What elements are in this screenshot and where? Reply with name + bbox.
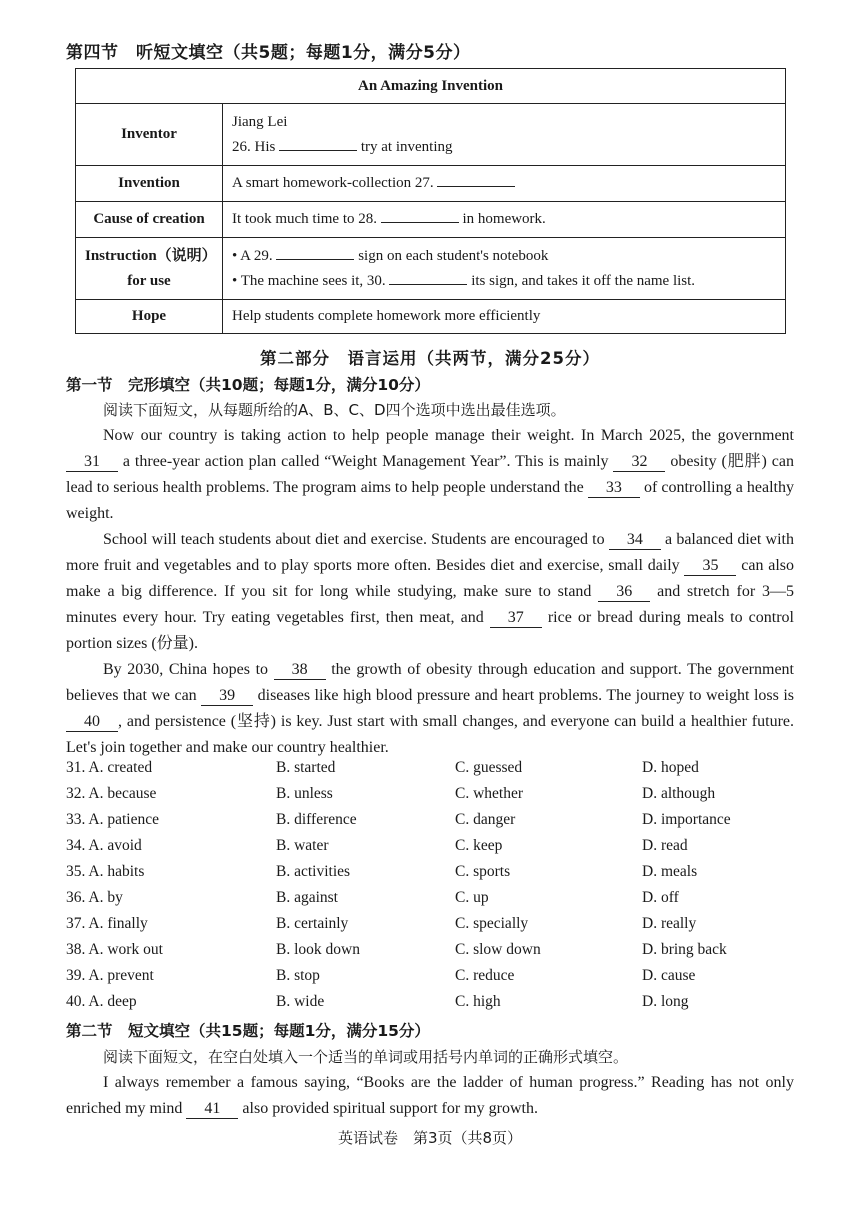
option-item: B. against (276, 889, 338, 906)
table-row (76, 166, 786, 202)
row-line: A smart homework-collection 27. (232, 171, 776, 196)
option-item: B. difference (276, 811, 357, 828)
sec1-instruction: 阅读下面短文，从每题所给的A、B、C、D四个选项中选出最佳选项。 (103, 401, 566, 419)
paragraph: Now our country is taking action to help people manage their weight. In March 2025, the government 31 a three-year action plan called “Weight Management Year”. This is mainly 32 obesity (肥胖) can lead to serious health problems. The program aims to help people understand the 33 of controlling a healthy weight. (66, 427, 795, 522)
option-item: 36. A. by (66, 889, 123, 906)
blank-number: 37 (490, 609, 542, 628)
option-item: C. guessed (455, 759, 523, 776)
row-value (223, 104, 786, 166)
option-item: C. whether (455, 785, 524, 802)
table-row (76, 238, 786, 300)
option-item: D. long (642, 993, 689, 1010)
option-row (66, 837, 806, 863)
row-line: • A 29. sign on each student's notebook (232, 244, 776, 269)
option-item: 35. A. habits (66, 863, 145, 880)
option-row (66, 811, 806, 837)
blank-number: 40 (66, 713, 118, 732)
option-row (66, 889, 806, 915)
option-item: 37. A. finally (66, 915, 148, 932)
page-footer: 英语试卷 第3页（共8页） (337, 1129, 523, 1147)
option-item: 31. A. created (66, 759, 153, 776)
option-item: C. slow down (455, 941, 541, 958)
option-item: D. importance (642, 811, 731, 828)
option-item: C. reduce (455, 967, 515, 984)
row-line: Jiang Lei (232, 113, 288, 130)
cloze-passage (66, 423, 794, 761)
answer-blank (276, 245, 354, 260)
blank-number: 31 (66, 453, 118, 472)
sec2-title: 第二节 短文填空（共15题；每题1分，满分15分） (66, 1022, 430, 1040)
cloze-options (66, 759, 806, 1019)
answer-blank (279, 136, 357, 151)
option-item: D. read (642, 837, 688, 854)
row-key (76, 238, 223, 300)
invention-table (75, 68, 786, 334)
blank-number: 38 (274, 661, 326, 680)
option-item: B. unless (276, 785, 333, 802)
option-item: D. off (642, 889, 679, 906)
option-item: C. keep (455, 837, 503, 854)
section4-title: 第四节 听短文填空（共5题；每题1分，满分5分） (66, 43, 471, 63)
option-item: 32. A. because (66, 785, 157, 802)
answer-blank (381, 208, 459, 223)
option-item: D. meals (642, 863, 698, 880)
option-row (66, 785, 806, 811)
option-item: B. started (276, 759, 336, 776)
row-key-line: Instruction（说明） (85, 247, 217, 264)
option-item: B. stop (276, 967, 320, 984)
option-item: C. danger (455, 811, 516, 828)
table-row (76, 300, 786, 334)
blank-number: 33 (588, 479, 640, 498)
option-row (66, 915, 806, 941)
option-item: D. really (642, 915, 697, 932)
option-item: 40. A. deep (66, 993, 137, 1010)
row-value (223, 238, 786, 300)
blank-number: 41 (186, 1100, 238, 1119)
sec2-instruction: 阅读下面短文，在空白处填入一个适当的单词或用括号内单词的正确形式填空。 (103, 1048, 629, 1066)
option-row (66, 967, 806, 993)
option-item: C. up (455, 889, 489, 906)
paragraph: I always remember a famous saying, “Books are the ladder of human progress.” Reading has not only enriched my mind 41 also provided spiritual support for my growth. (66, 1074, 794, 1117)
row-line: Help students complete homework more efficiently (232, 308, 541, 324)
answer-blank (389, 270, 467, 285)
option-item: B. certainly (276, 915, 349, 932)
option-item: B. wide (276, 993, 325, 1010)
blank-number: 34 (609, 531, 661, 550)
option-item: D. bring back (642, 941, 727, 958)
table-row (76, 202, 786, 238)
option-item: D. cause (642, 967, 696, 984)
option-item: C. high (455, 993, 501, 1010)
table-row (76, 104, 786, 166)
option-item: D. hoped (642, 759, 699, 776)
option-row (66, 759, 806, 785)
table-title-row (76, 69, 786, 104)
option-item: 33. A. patience (66, 811, 159, 828)
option-row (66, 863, 806, 889)
paragraph: By 2030, China hopes to 38 the growth of obesity through education and support. The government believes that we can 39 diseases like high blood pressure and heart problems. The journey to weight loss is 40 , and persistence (坚持) is key. Just start with small changes, and everyone can build a healthier future. Let's join together and make our country healthier. (66, 661, 794, 756)
option-item: B. look down (276, 941, 360, 958)
option-item: C. sports (455, 863, 511, 880)
sec1-title: 第一节 完形填空（共10题；每题1分，满分10分） (66, 376, 430, 394)
option-item: C. specially (455, 915, 529, 932)
option-item: B. water (276, 837, 329, 854)
row-key: Cause of creation (76, 202, 223, 238)
row-key: Hope (76, 300, 223, 334)
part2-title: 第二部分 语言运用（共两节，满分25分） (260, 349, 600, 368)
table-title: An Amazing Invention (76, 69, 786, 104)
option-item: 39. A. prevent (66, 967, 154, 984)
fill-passage (66, 1070, 794, 1122)
row-line: • The machine sees it, 30. its sign, and takes it off the name list. (232, 269, 776, 294)
blank-number: 39 (201, 687, 253, 706)
row-value (223, 300, 786, 334)
option-row (66, 993, 806, 1019)
option-row (66, 941, 806, 967)
row-line: It took much time to 28. in homework. (232, 207, 776, 232)
paragraph: School will teach students about diet and exercise. Students are encouraged to 34 a balanced diet with more fruit and vegetables and to play sports more often. Besides diet and exercise, small daily 35 can also make a big difference. If you sit for long while studying, make sure to stand 36 and stretch for 3—5 minutes every hour. Try eating vegetables first, then meat, and 37 rice or bread during meals to control portion sizes (份量). (66, 531, 795, 652)
row-value (223, 202, 786, 238)
blank-number: 32 (613, 453, 665, 472)
row-value (223, 166, 786, 202)
row-line: 26. His try at inventing (232, 135, 776, 160)
option-item: 38. A. work out (66, 941, 163, 958)
answer-blank (437, 172, 515, 187)
blank-number: 36 (598, 583, 650, 602)
option-item: D. although (642, 785, 716, 802)
row-key: Invention (76, 166, 223, 202)
blank-number: 35 (684, 557, 736, 576)
row-key: Inventor (76, 104, 223, 166)
row-key-line: for use (127, 272, 171, 289)
option-item: 34. A. avoid (66, 837, 142, 854)
option-item: B. activities (276, 863, 351, 880)
